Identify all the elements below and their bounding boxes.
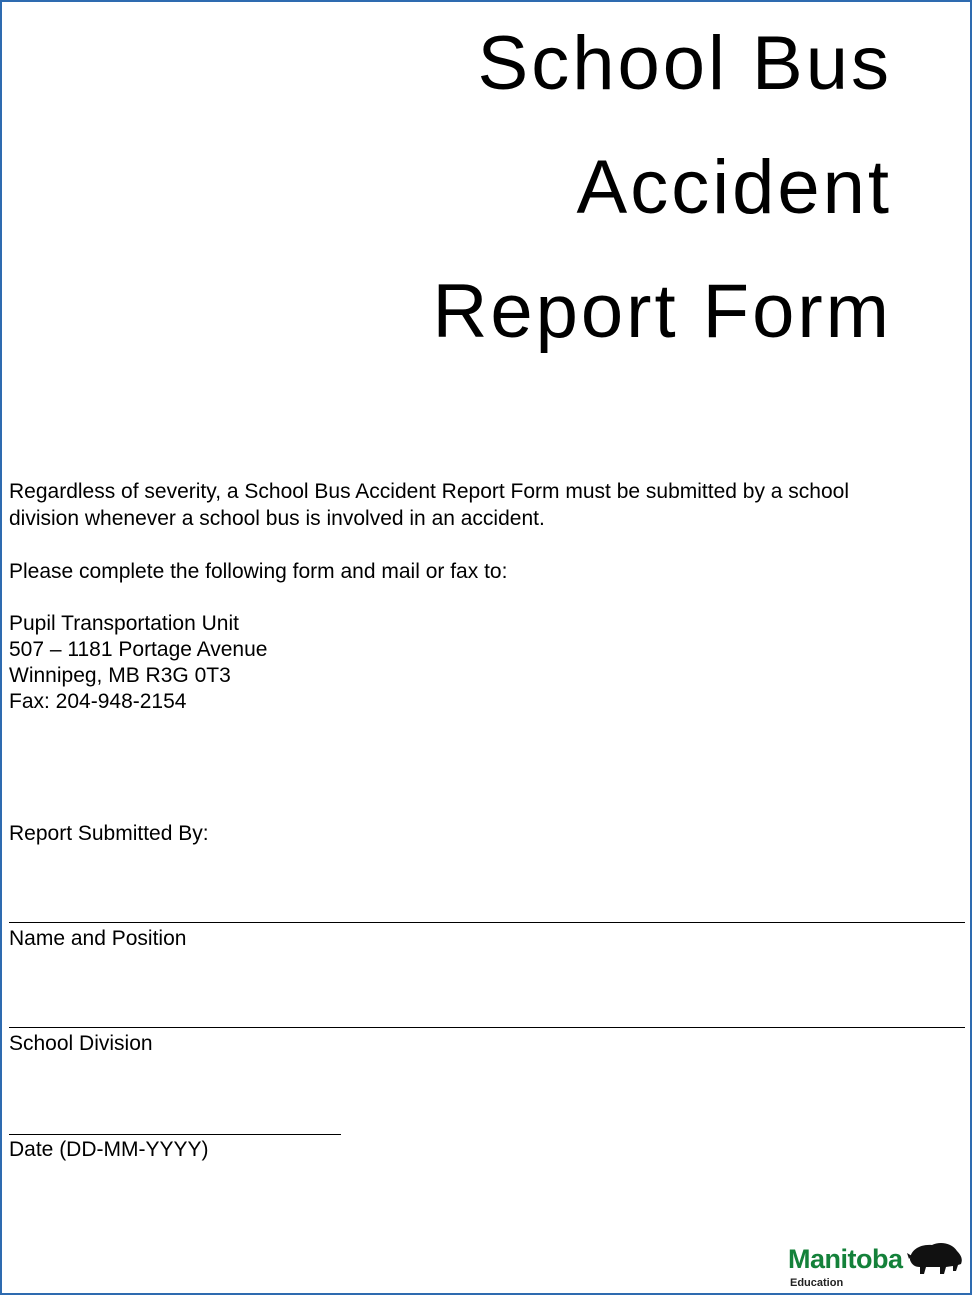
intro-line-2: division whenever a school bus is involved in an accident. <box>9 507 545 530</box>
address-unit: Pupil Transportation Unit <box>9 612 239 635</box>
title-line-3: Report Form <box>432 269 892 354</box>
name-position-label: Name and Position <box>9 927 187 950</box>
address-fax: Fax: 204-948-2154 <box>9 690 187 713</box>
address-street: 507 – 1181 Portage Avenue <box>9 638 268 661</box>
address-city: Winnipeg, MB R3G 0T3 <box>9 664 231 687</box>
instruction-text: Please complete the following form and mail or fax to: <box>9 560 508 583</box>
title-line-1: School Bus <box>477 21 892 106</box>
school-division-line[interactable] <box>9 1027 965 1028</box>
intro-line-1: Regardless of severity, a School Bus Accident Report Form must be submitted by a school <box>9 480 849 503</box>
logo-department: Education <box>790 1277 844 1289</box>
school-division-label: School Division <box>9 1032 153 1055</box>
date-line[interactable] <box>9 1134 341 1135</box>
logo-wordmark: Manitoba <box>788 1244 903 1274</box>
form-title <box>432 2 892 374</box>
manitoba-education-logo <box>788 1238 966 1290</box>
date-label: Date (DD-MM-YYYY) <box>9 1138 209 1161</box>
name-position-line[interactable] <box>9 922 965 923</box>
bison-icon <box>906 1238 966 1278</box>
title-line-2: Accident <box>576 145 892 230</box>
submitted-by-label: Report Submitted By: <box>9 822 209 845</box>
